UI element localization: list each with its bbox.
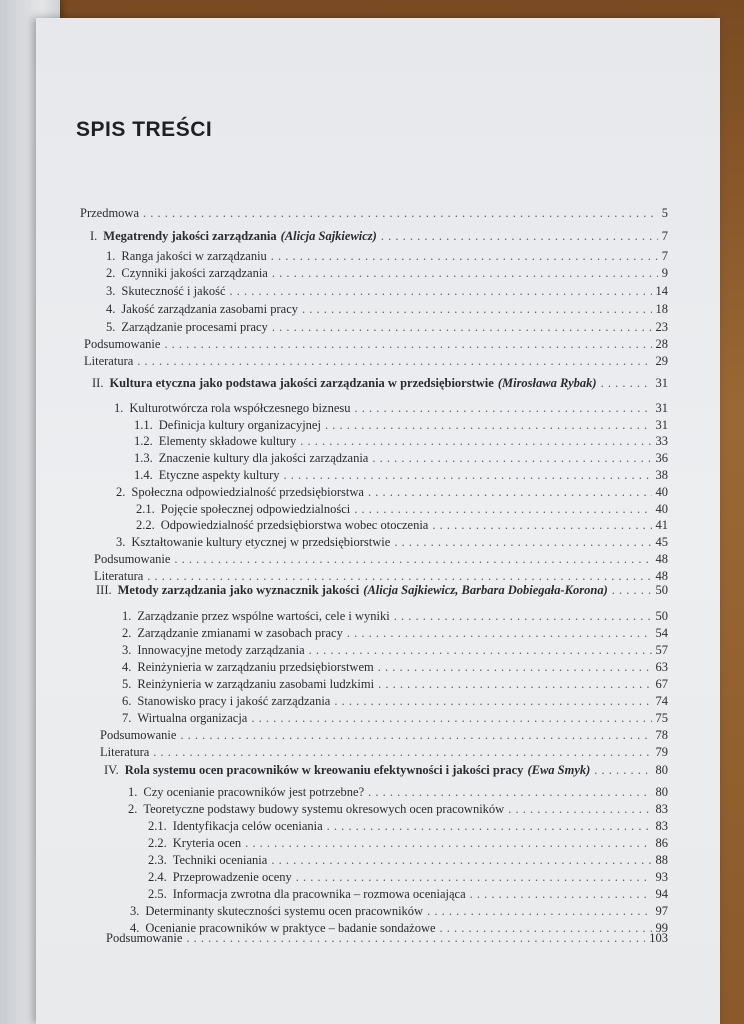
toc-entry-title: Literatura — [84, 354, 134, 368]
dot-leader — [245, 836, 651, 851]
toc-entry-page-number: 93 — [655, 870, 668, 884]
toc-entry-number: 5. — [106, 320, 116, 334]
toc-entry-title: Identyfikacja celów oceniania — [172, 819, 323, 833]
dot-leader — [137, 354, 651, 369]
toc-entry — [148, 887, 668, 902]
dot-leader — [164, 337, 651, 352]
toc-entry-title: Czy ocenianie pracowników jest potrzebne? — [143, 785, 365, 799]
toc-entry-number: 2. — [116, 485, 126, 499]
toc-entry-title: Teoretyczne podstawy budowy systemu okresowych ocen pracowników — [143, 802, 505, 816]
toc-entry — [122, 694, 668, 709]
dot-leader — [143, 206, 658, 221]
toc-entry-page-number: 48 — [655, 569, 668, 583]
page-title: SPIS TREŚCI — [76, 118, 213, 141]
toc-entry-page-number: 97 — [655, 904, 668, 918]
toc-entry-number: 2.1. — [148, 819, 167, 833]
dot-leader — [394, 609, 652, 624]
toc-entry-title: Determinanty skuteczności systemu ocen pracowników — [145, 904, 424, 918]
toc-entry — [136, 502, 668, 517]
toc-entry-title: Podsumowanie — [100, 728, 177, 742]
toc-entry-page-number: 63 — [655, 660, 668, 674]
toc-entry — [84, 354, 668, 369]
toc-entry-page-number: 14 — [655, 284, 668, 298]
toc-entry-title: Kształtowanie kultury etycznej w przedsiębiorstwie — [131, 535, 391, 549]
toc-entry — [148, 870, 668, 885]
toc-entry-number: 4. — [106, 302, 116, 316]
dot-leader — [372, 451, 651, 466]
toc-entry-page-number: 83 — [655, 819, 668, 833]
toc-entry-title: Metody zarządzania jako wyznacznik jakości — [117, 583, 360, 597]
toc-entry-title: Stanowisko pracy i jakość zarządzania — [137, 694, 331, 708]
toc-entry-page-number: 38 — [655, 468, 668, 482]
toc-entry-title: Kryteria ocen — [172, 836, 242, 850]
toc-entry-number: III. — [96, 583, 112, 597]
toc-entry-title: Przeprowadzenie oceny — [172, 870, 292, 884]
toc-entry — [106, 266, 668, 281]
toc-entry-author: (Alicja Sajkiewicz) — [280, 229, 377, 243]
toc-entry — [134, 418, 668, 433]
toc-entry-number: 3. — [130, 904, 140, 918]
dot-leader — [378, 677, 651, 692]
toc-entry-page-number: 5 — [661, 206, 668, 220]
toc-entry-number: 1. — [114, 401, 124, 415]
toc-entry-number: 1. — [128, 785, 138, 799]
toc-entry-page-number: 75 — [655, 711, 668, 725]
toc-entry-title: Zarządzanie przez wspólne wartości, cele i wyniki — [137, 609, 390, 623]
toc-entry — [130, 904, 668, 919]
dot-leader — [186, 931, 645, 946]
toc-entry-page-number: 67 — [655, 677, 668, 691]
toc-entry — [114, 401, 668, 416]
toc-entry-page-number: 40 — [655, 502, 668, 516]
toc-entry-page-number: 48 — [655, 552, 668, 566]
toc-entry-title: Reinżynieria w zarządzaniu przedsiębiorstwem — [137, 660, 374, 674]
dot-leader — [309, 643, 652, 658]
dot-leader — [432, 518, 651, 533]
toc-entry-number: 2. — [122, 626, 132, 640]
dot-leader — [251, 711, 651, 726]
toc-entry — [122, 711, 668, 726]
toc-entry-page-number: 86 — [655, 836, 668, 850]
toc-entry-number: 3. — [122, 643, 132, 657]
toc-entry-title: Megatrendy jakości zarządzania — [103, 229, 277, 243]
dot-leader — [394, 535, 651, 550]
dot-leader — [271, 249, 658, 264]
toc-entry-page-number: 7 — [661, 229, 668, 243]
toc-entry-page-number: 57 — [655, 643, 668, 657]
toc-entry-page-number: 7 — [661, 249, 668, 263]
toc-entry-page-number: 50 — [655, 609, 668, 623]
dot-leader — [354, 401, 651, 416]
toc-entry-page-number: 78 — [655, 728, 668, 742]
toc-entry — [148, 853, 668, 868]
toc-entry-title: Społeczna odpowiedzialność przedsiębiorstwa — [131, 485, 364, 499]
toc-entry-number: II. — [92, 376, 104, 390]
toc-entry-title: Znaczenie kultury dla jakości zarządzania — [158, 451, 369, 465]
dot-leader — [427, 904, 651, 919]
toc-entry-title: Techniki oceniania — [172, 853, 268, 867]
toc-entry — [96, 583, 668, 598]
toc-entry-author: (Alicja Sajkiewicz, Barbara Dobiegała-Korona) — [363, 583, 608, 597]
dot-leader — [271, 853, 651, 868]
dot-leader — [230, 284, 652, 299]
toc-entry — [116, 535, 668, 550]
dot-leader — [300, 434, 651, 449]
toc-entry — [94, 569, 668, 584]
toc-entry-title: Kulturotwórcza rola współczesnego biznesu — [129, 401, 351, 415]
toc-entry-title: Definicja kultury organizacyjnej — [158, 418, 321, 432]
toc-entry-number: 6. — [122, 694, 132, 708]
toc-entry-page-number: 18 — [655, 302, 668, 316]
toc-entry — [116, 485, 668, 500]
toc-entry-page-number: 94 — [655, 887, 668, 901]
dot-leader — [368, 485, 652, 500]
toc-entry-title: Przedmowa — [80, 206, 140, 220]
toc-entry-page-number: 41 — [655, 518, 668, 532]
toc-entry — [122, 677, 668, 692]
toc-entry-page-number: 28 — [655, 337, 668, 351]
toc-entry-number: 2.3. — [148, 853, 167, 867]
toc-entry-title: Innowacyjne metody zarządzania — [137, 643, 305, 657]
toc-entry-number: 3. — [106, 284, 116, 298]
dot-leader — [327, 819, 652, 834]
toc-entry-title: Literatura — [100, 745, 150, 759]
toc-entry — [94, 552, 668, 567]
toc-entry — [122, 660, 668, 675]
toc-entry-page-number: 99 — [655, 921, 668, 935]
toc-entry-page-number: 50 — [655, 583, 668, 597]
toc-entry — [148, 836, 668, 851]
toc-entry — [122, 626, 668, 641]
toc-entry-author: (Ewa Smyk) — [527, 763, 591, 777]
toc-entry-title: Rola systemu ocen pracowników w kreowaniu efektywności i jakości pracy — [124, 763, 524, 777]
toc-entry-number: IV. — [104, 763, 119, 777]
dot-leader — [347, 626, 652, 641]
dot-leader — [325, 418, 652, 433]
toc-entry — [84, 337, 668, 352]
toc-entry-page-number: 31 — [655, 418, 668, 432]
toc-entry — [136, 518, 668, 533]
toc-entry-title: Informacja zwrotna dla pracownika – rozmowa oceniająca — [172, 887, 466, 901]
toc-entry-number: 1.4. — [134, 468, 153, 482]
toc-entry — [106, 284, 668, 299]
toc-entry-title: Odpowiedzialność przedsiębiorstwa wobec otoczenia — [160, 518, 429, 532]
dot-leader — [601, 376, 652, 391]
toc-entry-page-number: 31 — [655, 401, 668, 415]
dot-leader — [594, 763, 651, 778]
dot-leader — [354, 502, 651, 517]
toc-entry-page-number: 54 — [655, 626, 668, 640]
dot-leader — [180, 728, 651, 743]
toc-entry-page-number: 45 — [655, 535, 668, 549]
toc-entry-number: 1.2. — [134, 434, 153, 448]
toc-entry-title: Podsumowanie — [84, 337, 161, 351]
toc-entry-number: 2.5. — [148, 887, 167, 901]
toc-entry-page-number: 31 — [655, 376, 668, 390]
toc-entry — [100, 745, 668, 760]
toc-entry — [92, 376, 668, 391]
toc-entry — [122, 643, 668, 658]
toc-entry-page-number: 80 — [655, 763, 668, 777]
toc-entry-page-number: 33 — [655, 434, 668, 448]
dot-leader — [381, 229, 658, 244]
toc-entry — [134, 451, 668, 466]
toc-entry-number: 1.1. — [134, 418, 153, 432]
toc-entry-page-number: 103 — [649, 931, 668, 945]
dot-leader — [334, 694, 651, 709]
toc-entry-number: 3. — [116, 535, 126, 549]
toc-entry-title: Wirtualna organizacja — [137, 711, 248, 725]
toc-entry-page-number: 88 — [655, 853, 668, 867]
dot-leader — [272, 320, 652, 335]
toc-entry-title: Skuteczność i jakość — [121, 284, 226, 298]
toc-entry-page-number: 83 — [655, 802, 668, 816]
toc-entry-number: 5. — [122, 677, 132, 691]
toc-entry — [128, 785, 668, 800]
toc-entry — [106, 249, 668, 264]
toc-entry-title: Jakość zarządzania zasobami pracy — [121, 302, 299, 316]
dot-leader — [296, 870, 652, 885]
toc-entry-page-number: 74 — [655, 694, 668, 708]
toc-entry-number: 4. — [130, 921, 140, 935]
toc-entry-title: Podsumowanie — [106, 931, 183, 945]
toc-entry-number: 2.2. — [148, 836, 167, 850]
toc-entry-number: I. — [90, 229, 98, 243]
dot-leader — [174, 552, 651, 567]
toc-entry-title: Elementy składowe kultury — [158, 434, 297, 448]
dot-leader — [612, 583, 652, 598]
toc-entry — [90, 229, 668, 244]
dot-leader — [153, 745, 651, 760]
toc-entry-page-number: 80 — [655, 785, 668, 799]
toc-entry-author: (Mirosława Rybak) — [497, 376, 597, 390]
toc-entry-title: Literatura — [94, 569, 144, 583]
toc-entry-title: Ranga jakości w zarządzaniu — [121, 249, 267, 263]
dot-leader — [508, 802, 651, 817]
toc-entry-number: 2.4. — [148, 870, 167, 884]
toc-entry-page-number: 29 — [655, 354, 668, 368]
dot-leader — [147, 569, 651, 584]
toc-entry-number: 2.2. — [136, 518, 155, 532]
toc-entry-page-number: 79 — [655, 745, 668, 759]
toc-entry-page-number: 36 — [655, 451, 668, 465]
toc-entry — [106, 320, 668, 335]
dot-leader — [272, 266, 658, 281]
toc-entry-number: 2. — [106, 266, 116, 280]
toc-entry-title: Zarządzanie procesami pracy — [121, 320, 268, 334]
toc-entry-number: 4. — [122, 660, 132, 674]
toc-entry-title: Etyczne aspekty kultury — [158, 468, 280, 482]
toc-entry — [148, 819, 668, 834]
toc-entry — [134, 434, 668, 449]
toc-entry-number: 1. — [122, 609, 132, 623]
toc-entry — [122, 609, 668, 624]
dot-leader — [368, 785, 651, 800]
dot-leader — [302, 302, 651, 317]
toc-entry-number: 2. — [128, 802, 138, 816]
toc-entry — [106, 931, 668, 946]
dot-leader — [470, 887, 652, 902]
toc-entry-title: Kultura etyczna jako podstawa jakości zarządzania w przedsiębiorstwie — [109, 376, 494, 390]
toc-entry-number: 7. — [122, 711, 132, 725]
toc-entry-title: Reinżynieria w zarządzaniu zasobami ludzkimi — [137, 677, 375, 691]
toc-entry-page-number: 40 — [655, 485, 668, 499]
toc-entry-title: Ocenianie pracowników w praktyce – badanie sondażowe — [145, 921, 436, 935]
dot-leader — [378, 660, 652, 675]
toc-entry — [80, 206, 668, 221]
toc-entry — [100, 728, 668, 743]
toc-entry-title: Pojęcie społecznej odpowiedzialności — [160, 502, 351, 516]
dot-leader — [284, 468, 652, 483]
toc-entry-number: 1.3. — [134, 451, 153, 465]
toc-entry — [106, 302, 668, 317]
toc-entry — [128, 802, 668, 817]
toc-entry-title: Czynniki jakości zarządzania — [121, 266, 268, 280]
toc-entry-number: 2.1. — [136, 502, 155, 516]
toc-entry-page-number: 9 — [661, 266, 668, 280]
toc-entry — [104, 763, 668, 778]
toc-entry-page-number: 23 — [655, 320, 668, 334]
toc-entry-title: Zarządzanie zmianami w zasobach pracy — [137, 626, 343, 640]
toc-entry-title: Podsumowanie — [94, 552, 171, 566]
toc-entry-number: 1. — [106, 249, 116, 263]
toc-entry — [134, 468, 668, 483]
